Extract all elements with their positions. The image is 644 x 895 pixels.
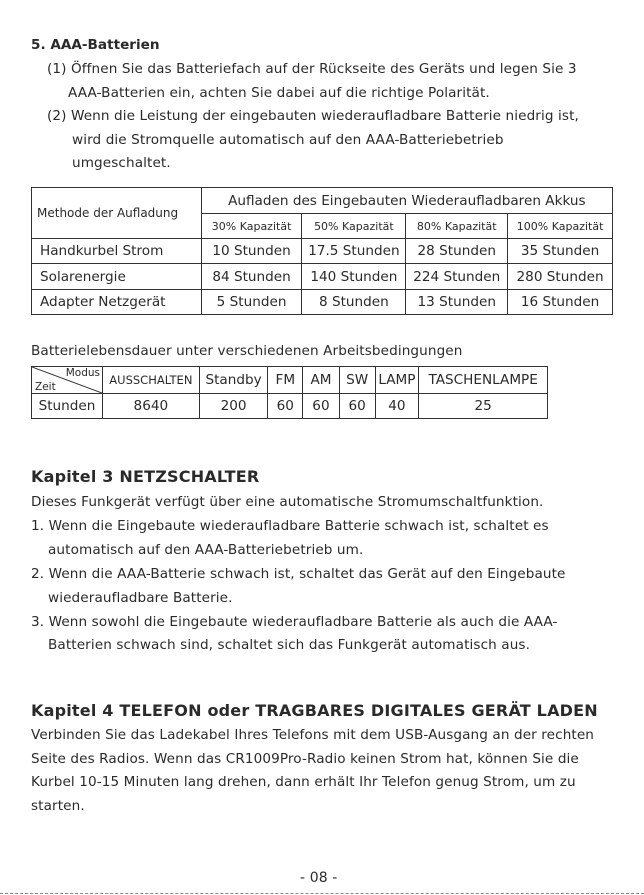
table-cell: 40 (375, 394, 419, 419)
table-cell: 10 Stunden (201, 239, 302, 264)
table-cell: 224 Stunden (406, 264, 508, 290)
table-cell: 16 Stunden (508, 290, 613, 315)
footer-divider (0, 893, 644, 894)
battery-life-table (31, 366, 548, 419)
table-cell: 200 (199, 394, 268, 419)
mode-header: SW (339, 367, 375, 394)
group-header: Aufladen des Eingebauten Wiederaufladbaren Akkus (201, 188, 612, 214)
table-cell: 13 Stunden (406, 290, 508, 315)
paragraph-line: (1) Öffnen Sie das Batteriefach auf der Rückseite des Geräts und legen Sie 3 (47, 61, 577, 77)
paragraph-line: Seite des Radios. Wenn das CR1009Pro-Radio keinen Strom hat, können Sie die (31, 751, 579, 767)
list-item: 1. Wenn die Eingebaute wiederaufladbare Batterie schwach ist, schaltet es (31, 518, 549, 534)
table-cell: 8640 (103, 394, 200, 419)
list-item: 3. Wenn sowohl die Eingebaute wiederaufladbare Batterie als auch die AAA- (31, 614, 558, 630)
list-item-continuation: wiederaufladbare Batterie. (48, 590, 233, 606)
section-heading: 5. AAA-Batterien (31, 37, 160, 53)
table-cell: 60 (268, 394, 303, 419)
paragraph-line: wird die Stromquelle automatisch auf den AAA-Batteriebetrieb (72, 132, 504, 148)
row-label: Stunden (32, 394, 103, 419)
paragraph-line: (2) Wenn die Leistung der eingebauten wiederaufladbare Batterie niedrig ist, (47, 108, 579, 124)
paragraph-line: AAA-Batterien ein, achten Sie dabei auf die richtige Polarität. (68, 85, 490, 101)
table-cell: 60 (303, 394, 340, 419)
capacity-header: 80% Kapazität (406, 214, 508, 239)
corner-label-time: Zeit (35, 381, 56, 393)
paragraph-line: starten. (31, 798, 85, 814)
table-cell: 280 Stunden (508, 264, 613, 290)
corner-label-mode: Modus (65, 367, 100, 379)
mode-header: FM (268, 367, 303, 394)
list-item: 2. Wenn die AAA-Batterie schwach ist, schaltet das Gerät auf den Eingebaute (31, 566, 566, 582)
row-label: Solarenergie (32, 264, 202, 290)
chapter-title: Kapitel 4 TELEFON oder TRAGBARES DIGITALES GERÄT LADEN (31, 701, 598, 720)
mode-header: TASCHENLAMPE (419, 367, 548, 394)
paragraph-line: Verbinden Sie das Ladekabel Ihres Telefons mit dem USB-Ausgang an der rechten (31, 727, 595, 743)
table-cell: 17.5 Stunden (302, 239, 406, 264)
table-cell: 140 Stunden (302, 264, 406, 290)
paragraph-line: umgeschaltet. (72, 155, 171, 171)
mode-header: Standby (199, 367, 268, 394)
table-cell: 25 (419, 394, 548, 419)
mode-header: AUSSCHALTEN (103, 367, 200, 394)
table-row (32, 290, 613, 315)
paragraph-line: Kurbel 10-15 Minuten lang drehen, dann erhält Ihr Telefon genug Strom, um zu (31, 774, 576, 790)
table-row (32, 264, 613, 290)
table-row (32, 239, 613, 264)
table-row (32, 394, 548, 419)
list-item-continuation: Batterien schwach sind, schaltet sich das Funkgerät automatisch aus. (48, 637, 531, 653)
mode-header: LAMP (375, 367, 419, 394)
list-item-continuation: automatisch auf den AAA-Batteriebetrieb um. (48, 542, 364, 558)
chapter-title: Kapitel 3 NETZSCHALTER (31, 467, 260, 486)
method-header: Methode der Aufladung (32, 188, 202, 239)
row-label: Handkurbel Strom (32, 239, 202, 264)
table-cell: 35 Stunden (508, 239, 613, 264)
charging-time-table (31, 187, 613, 315)
capacity-header: 30% Kapazität (201, 214, 302, 239)
page-number: - 08 - (300, 870, 338, 886)
mode-header: AM (303, 367, 340, 394)
corner-cell (32, 367, 103, 394)
table-cell: 5 Stunden (201, 290, 302, 315)
row-label: Adapter Netzgerät (32, 290, 202, 315)
table-cell: 60 (339, 394, 375, 419)
table-cell: 28 Stunden (406, 239, 508, 264)
capacity-header: 50% Kapazität (302, 214, 406, 239)
table-cell: 8 Stunden (302, 290, 406, 315)
paragraph-line: Dieses Funkgerät verfügt über eine automatische Stromumschaltfunktion. (31, 494, 544, 510)
capacity-header: 100% Kapazität (508, 214, 613, 239)
table-caption: Batterielebensdauer unter verschiedenen Arbeitsbedingungen (31, 343, 463, 359)
table-cell: 84 Stunden (201, 264, 302, 290)
